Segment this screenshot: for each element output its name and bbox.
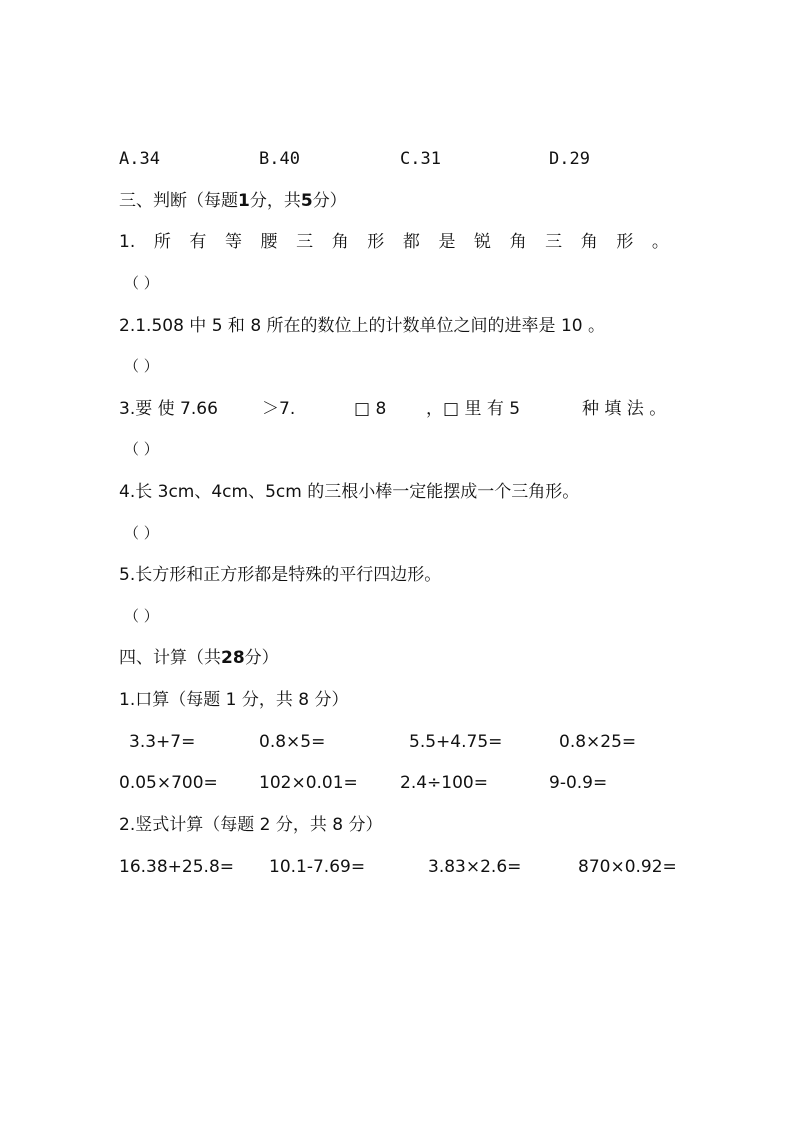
q1-prefix: 1.: [119, 232, 136, 252]
calc-item: 0.8×5=: [259, 732, 326, 752]
option-a: A.34: [119, 149, 160, 169]
q1-char: 都: [402, 232, 420, 252]
section-4-title-n: 28: [221, 648, 245, 668]
judge-question-2: 2.1.508 中 5 和 8 所在的数位上的计数单位之间的进率是 10 。: [119, 316, 605, 336]
q1-char: 角: [580, 232, 598, 252]
section-4-title-post: 分）: [244, 648, 279, 668]
option-b: B.40: [259, 149, 300, 169]
q1-char: 有: [189, 232, 207, 252]
subsection-vertical-calc: 2.竖式计算（每题 2 分，共 8 分）: [119, 815, 383, 835]
judge-question-1: [119, 234, 669, 251]
calc-item: 0.05×700=: [119, 773, 218, 793]
calc-item: 2.4÷100=: [400, 773, 488, 793]
q3-part-4: ，□ 里 有 5: [426, 399, 521, 419]
q3-part-2: ＞7.: [262, 399, 296, 419]
answer-paren-5[interactable]: （ ）: [124, 607, 159, 625]
calc-item: 870×0.92=: [578, 857, 677, 877]
section-3-heading: [119, 193, 347, 210]
calc-item: 9-0.9=: [549, 773, 608, 793]
calc-item: 0.8×25=: [559, 732, 637, 752]
q1-char: 角: [509, 232, 527, 252]
calc-item: 3.3+7=: [129, 732, 196, 752]
section-4-heading: [119, 650, 279, 667]
option-d: D.29: [549, 149, 590, 169]
q1-char: 三: [296, 232, 314, 252]
calc-item: 102×0.01=: [259, 773, 358, 793]
q3-part-1: 3.要 使 7.66: [119, 399, 218, 419]
option-c: C.31: [400, 149, 441, 169]
calc-item: 10.1-7.69=: [269, 857, 366, 877]
q1-char: 锐: [474, 232, 492, 252]
q1-char: 形: [616, 232, 634, 252]
section-3-title-pre: 三、判断（每题: [119, 191, 238, 211]
q1-char: 是: [438, 232, 456, 252]
subsection-oral-calc: 1.口算（每题 1 分，共 8 分）: [119, 690, 349, 710]
section-3-title-n2: 5: [300, 191, 313, 211]
section-3-title-n1: 1: [238, 191, 250, 211]
q3-part-5: 种 填 法 。: [582, 399, 667, 419]
q1-char: 形: [367, 232, 385, 252]
q1-char: 。: [651, 232, 669, 252]
judge-question-4: 4.长 3cm、4cm、5cm 的三根小棒一定能摆成一个三角形。: [119, 482, 580, 502]
q1-char: 等: [224, 232, 242, 252]
judge-question-5: 5.长方形和正方形都是特殊的平行四边形。: [119, 565, 442, 585]
calc-item: 16.38+25.8=: [119, 857, 235, 877]
q3-part-3: □ 8: [354, 399, 387, 419]
q1-char: 腰: [260, 232, 278, 252]
q1-char: 所: [153, 232, 171, 252]
answer-paren-2[interactable]: （ ）: [124, 357, 159, 375]
section-3-title-post: 分）: [312, 191, 347, 211]
calc-item: 3.83×2.6=: [428, 857, 522, 877]
q1-char: 角: [331, 232, 349, 252]
answer-paren-3[interactable]: （ ）: [124, 440, 159, 458]
answer-paren-4[interactable]: （ ）: [124, 524, 159, 542]
calc-item: 5.5+4.75=: [409, 732, 503, 752]
section-3-title-mid: 分，共: [249, 191, 301, 211]
section-4-title-pre: 四、计算（共: [119, 648, 221, 668]
q1-char: 三: [545, 232, 563, 252]
answer-paren-1[interactable]: （ ）: [124, 274, 159, 292]
